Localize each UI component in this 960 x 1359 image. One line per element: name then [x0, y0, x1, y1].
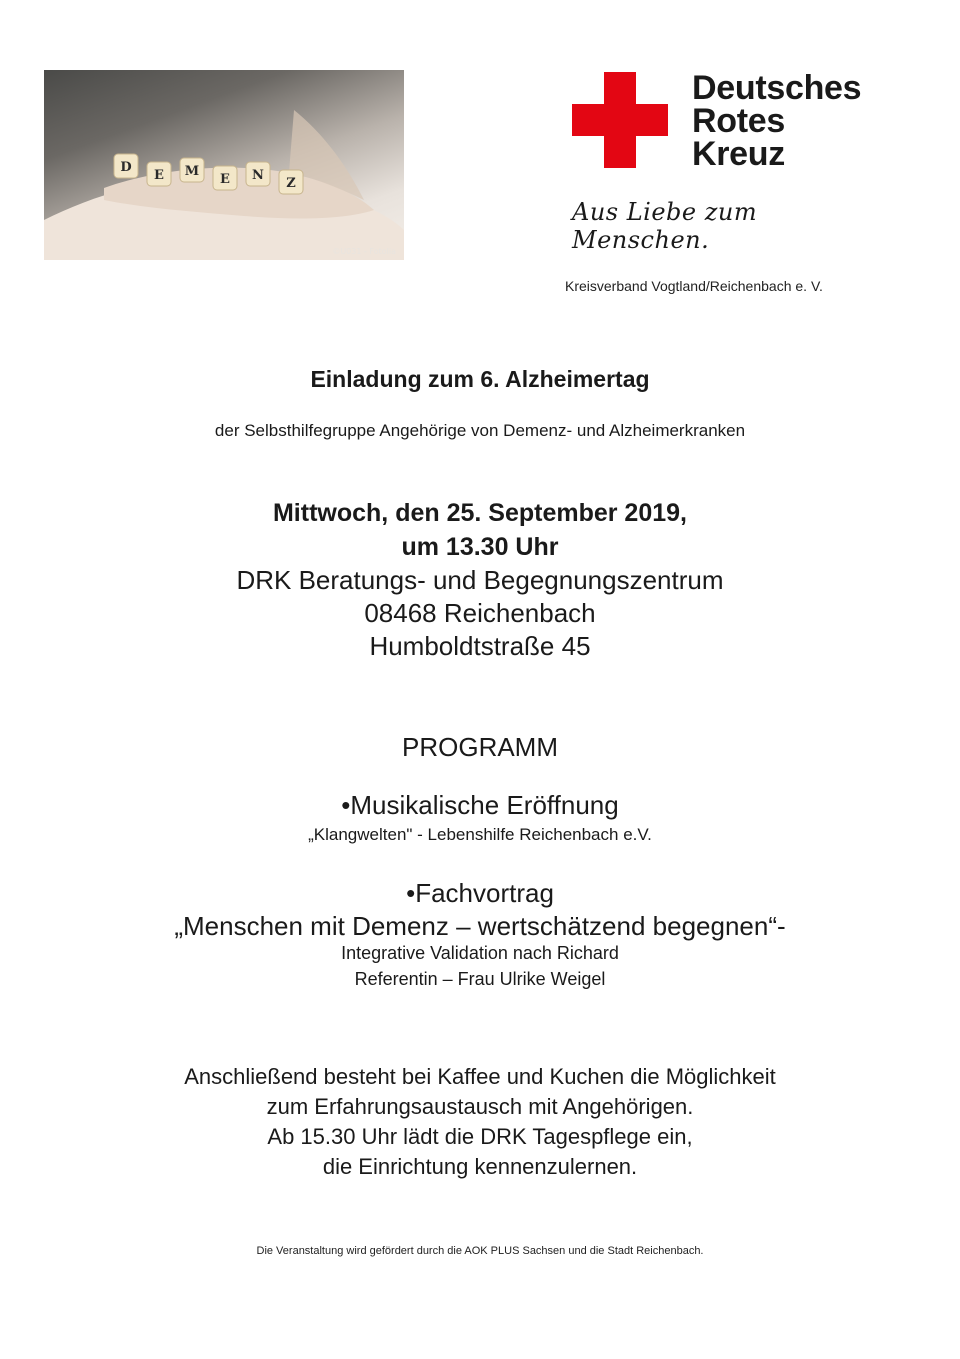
program-item-lecture-speaker: Referentin – Frau Ulrike Weigel [354, 969, 606, 989]
program-item-lecture-title: „Menschen mit Demenz – wertschätzend begegnen“- [174, 911, 786, 941]
letter-tile-text: N [252, 168, 264, 183]
closing-line-4: die Einrichtung kennenzulernen. [322, 1154, 638, 1179]
association-name: Kreisverband Vogtland/Reichenbach e. V. [565, 278, 823, 294]
closing-line-3: Ab 15.30 Uhr lädt die DRK Tagespflege ein, [267, 1124, 693, 1149]
hand-with-tiles-illustration [44, 70, 404, 260]
letter-tile [279, 170, 303, 194]
program-item-music: • Musikalische Eröffnung [0, 790, 960, 821]
logo-wordmark [692, 69, 862, 173]
letter-tile [246, 162, 270, 186]
dementia-photo [44, 70, 404, 260]
event-city: 08468 Reichenbach [364, 598, 596, 628]
photo-credit: ©U031 - Fotolia [332, 247, 396, 256]
invitation-subtitle: der Selbsthilfegruppe Angehörige von Demenz- und Alzheimerkranken [214, 421, 746, 440]
sponsor-footnote: Die Veranstaltung wird gefördert durch die AOK PLUS Sachsen und die Stadt Reichenbach. [256, 1245, 704, 1257]
closing-line-2: zum Erfahrungsaustausch mit Angehörigen. [266, 1094, 694, 1119]
letter-tile-text: D [120, 160, 132, 175]
red-cross-icon [572, 72, 668, 168]
logo-line-2: Rotes [692, 102, 785, 140]
event-venue: DRK Beratungs- und Begegnungszentrum [236, 565, 724, 595]
program-heading: PROGRAMM [402, 732, 558, 762]
logo-line-1: Deutsches [692, 69, 862, 107]
closing-line-1: Anschließend besteht bei Kaffee und Kuchen die Möglichkeit [184, 1064, 776, 1089]
program-item-lecture-method: Integrative Validation nach Richard [341, 943, 619, 963]
logo-slogan: Aus Liebe zum Menschen. [572, 198, 758, 254]
logo-line-3: Kreuz [692, 135, 785, 173]
letter-tile [180, 158, 204, 182]
letter-tile-text: M [184, 164, 200, 179]
event-time: um 13.30 Uhr [401, 533, 559, 561]
program-item-music-detail: „Klangwelten" - Lebenshilfe Reichenbach e.V. [308, 825, 652, 844]
letter-tile [213, 166, 237, 190]
event-date: Mittwoch, den 25. September 2019, [272, 499, 687, 527]
program-item-lecture: • Fachvortrag [0, 878, 960, 909]
letter-tile [114, 154, 138, 178]
letter-tile-text: Z [286, 176, 296, 191]
event-street: Humboldtstraße 45 [369, 631, 591, 661]
letter-tile-text: E [154, 168, 164, 183]
letter-tile-text: E [220, 172, 230, 187]
cross-vertical-bar [604, 72, 636, 168]
invitation-title: Einladung zum 6. Alzheimertag [310, 366, 650, 392]
letter-tile [147, 162, 171, 186]
